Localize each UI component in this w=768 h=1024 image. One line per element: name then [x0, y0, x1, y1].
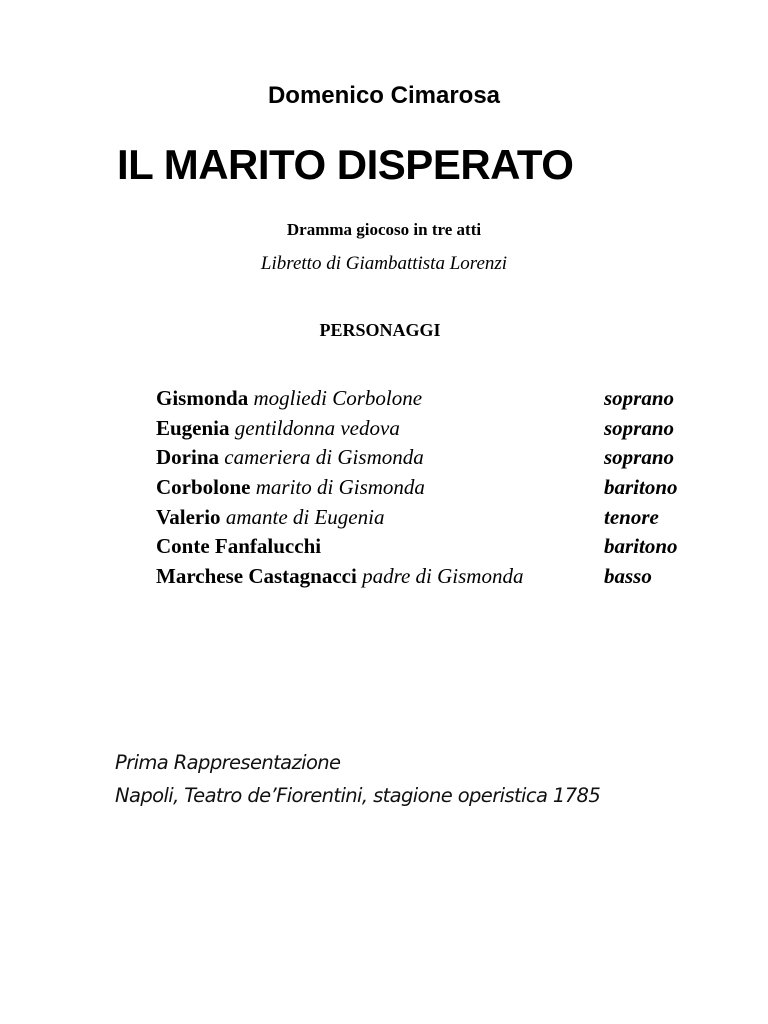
voice-type: soprano [604, 445, 675, 470]
voice-type: soprano [604, 415, 675, 440]
character-name: Gismonda [156, 386, 249, 410]
character-name: Conte Fanfalucchi [156, 534, 322, 559]
voice-type: soprano [604, 386, 675, 410]
cast-row [156, 473, 716, 503]
premiere-label: Prima Rappresentazione [115, 751, 341, 774]
cast-row [156, 414, 716, 444]
character-name: Eugenia [156, 415, 230, 440]
character-description: mogliedi Corbolone [253, 386, 423, 410]
voice-type: baritono [604, 534, 678, 559]
character-description: marito di Gismonda [255, 475, 425, 500]
voice-type: baritono [604, 475, 678, 500]
opera-subtitle: Dramma giocoso in tre atti [286, 220, 482, 239]
character-description: amante di Eugenia [225, 504, 385, 529]
composer-name: Domenico Cimarosa [267, 82, 501, 109]
personaggi-heading: PERSONAGGI [319, 320, 441, 340]
cast-row [156, 532, 716, 562]
premiere-info [115, 746, 600, 812]
character-description: cameriera di Gismonda [224, 445, 424, 470]
cast-row [156, 503, 716, 533]
character-name: Dorina [156, 445, 219, 470]
premiere-details: Napoli, Teatro de’Fiorentini, stagione operistica 1785 [115, 784, 601, 807]
libretto-credit: Libretto di Giambattista Lorenzi [260, 253, 508, 274]
cast-row [156, 384, 716, 414]
character-name: Marchese Castagnacci [156, 564, 357, 589]
character-description: padre di Gismonda [362, 564, 524, 589]
voice-type: basso [604, 564, 652, 589]
character-name: Corbolone [156, 475, 251, 500]
cast-list [156, 384, 716, 592]
cast-row [156, 562, 716, 592]
voice-type: tenore [604, 504, 659, 529]
character-name: Valerio [156, 504, 221, 529]
cast-row [156, 443, 716, 473]
opera-title: IL MARITO DISPERATO [117, 141, 574, 188]
character-description: gentildonna vedova [234, 415, 400, 440]
